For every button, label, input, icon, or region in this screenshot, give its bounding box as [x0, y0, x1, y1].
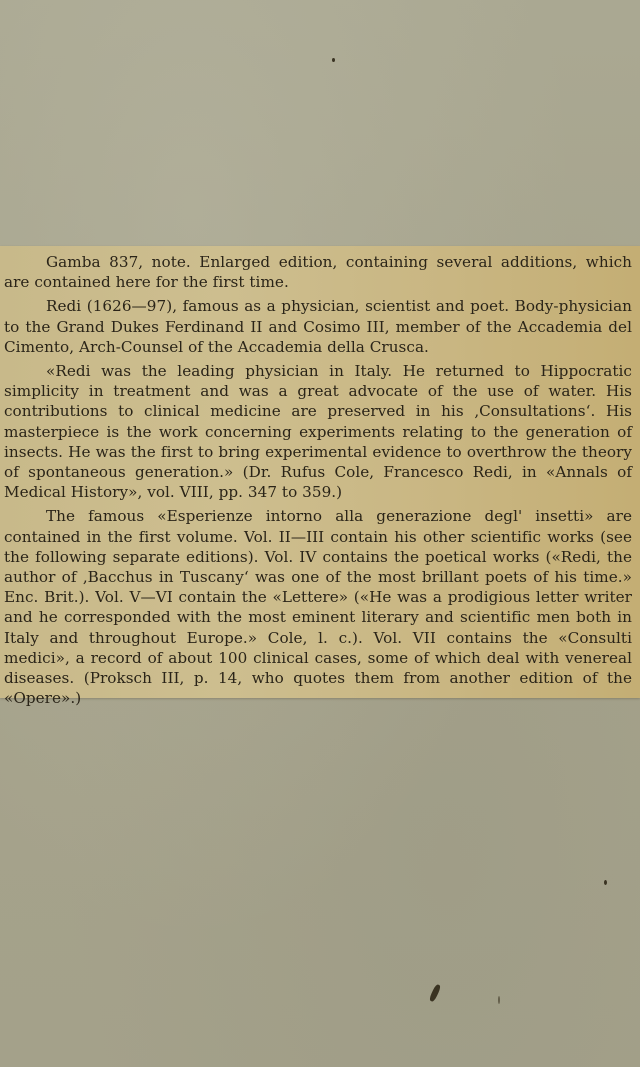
clipping-text	[4, 252, 632, 712]
paragraph-volume-contents: The famous «Esperienze intorno alla generazione degl' insetti» are contained in the first volume. Vol. II—III contain his other scientific works (see the following separate editions). Vol. IV contains the poetical works («Redi, the author of ‚Bacchus in Tuscany‘ was one of the most brillant poets of his time.» Enc. Brit.). Vol. V—VI contain the «Lettere» («He was a prodigious letter writer and he corresponded with the most eminent literary and scientific men both in Italy and throughout Europe.» Cole, l. c.). Vol. VII contains the «Consulti medici», a record of about 100 clinical cases, some of which deal with venereal diseases. (Proksch III, p. 14, who quotes them from another edition of the «Opere».)	[4, 507, 632, 708]
board-speck	[332, 58, 335, 62]
board-speck	[428, 984, 441, 1003]
paragraph-redi-biography: Redi (1626—97), famous as a physician, scientist and poet. Body-physician to the Grand Dukes Ferdinand II and Cosimo III, member of the Accademia del Cimento, Arch-Counsel of the Accademia della Crusca.	[4, 297, 632, 356]
board-speck	[498, 996, 500, 1004]
board-speck	[604, 880, 607, 885]
paragraph-cole-quote: «Redi was the leading physician in Italy. He returned to Hippocratic simplicity in treatment and was a great advocate of the use of water. His contributions to clinical medicine are preserved in his ‚Consultations‘. His masterpiece is the work concerning experiments relating to the generation of insects. He was the first to bring experimental evidence to overthrow the theory of spontaneous generation.» (Dr. Rufus Cole, Francesco Redi, in «Annals of Medical History», vol. VIII, pp. 347 to 359.)	[4, 362, 632, 502]
pasted-clipping	[0, 246, 640, 708]
paragraph-gamba-note: Gamba 837, note. Enlarged edition, containing several additions, which are contained here for the first time.	[4, 253, 632, 292]
